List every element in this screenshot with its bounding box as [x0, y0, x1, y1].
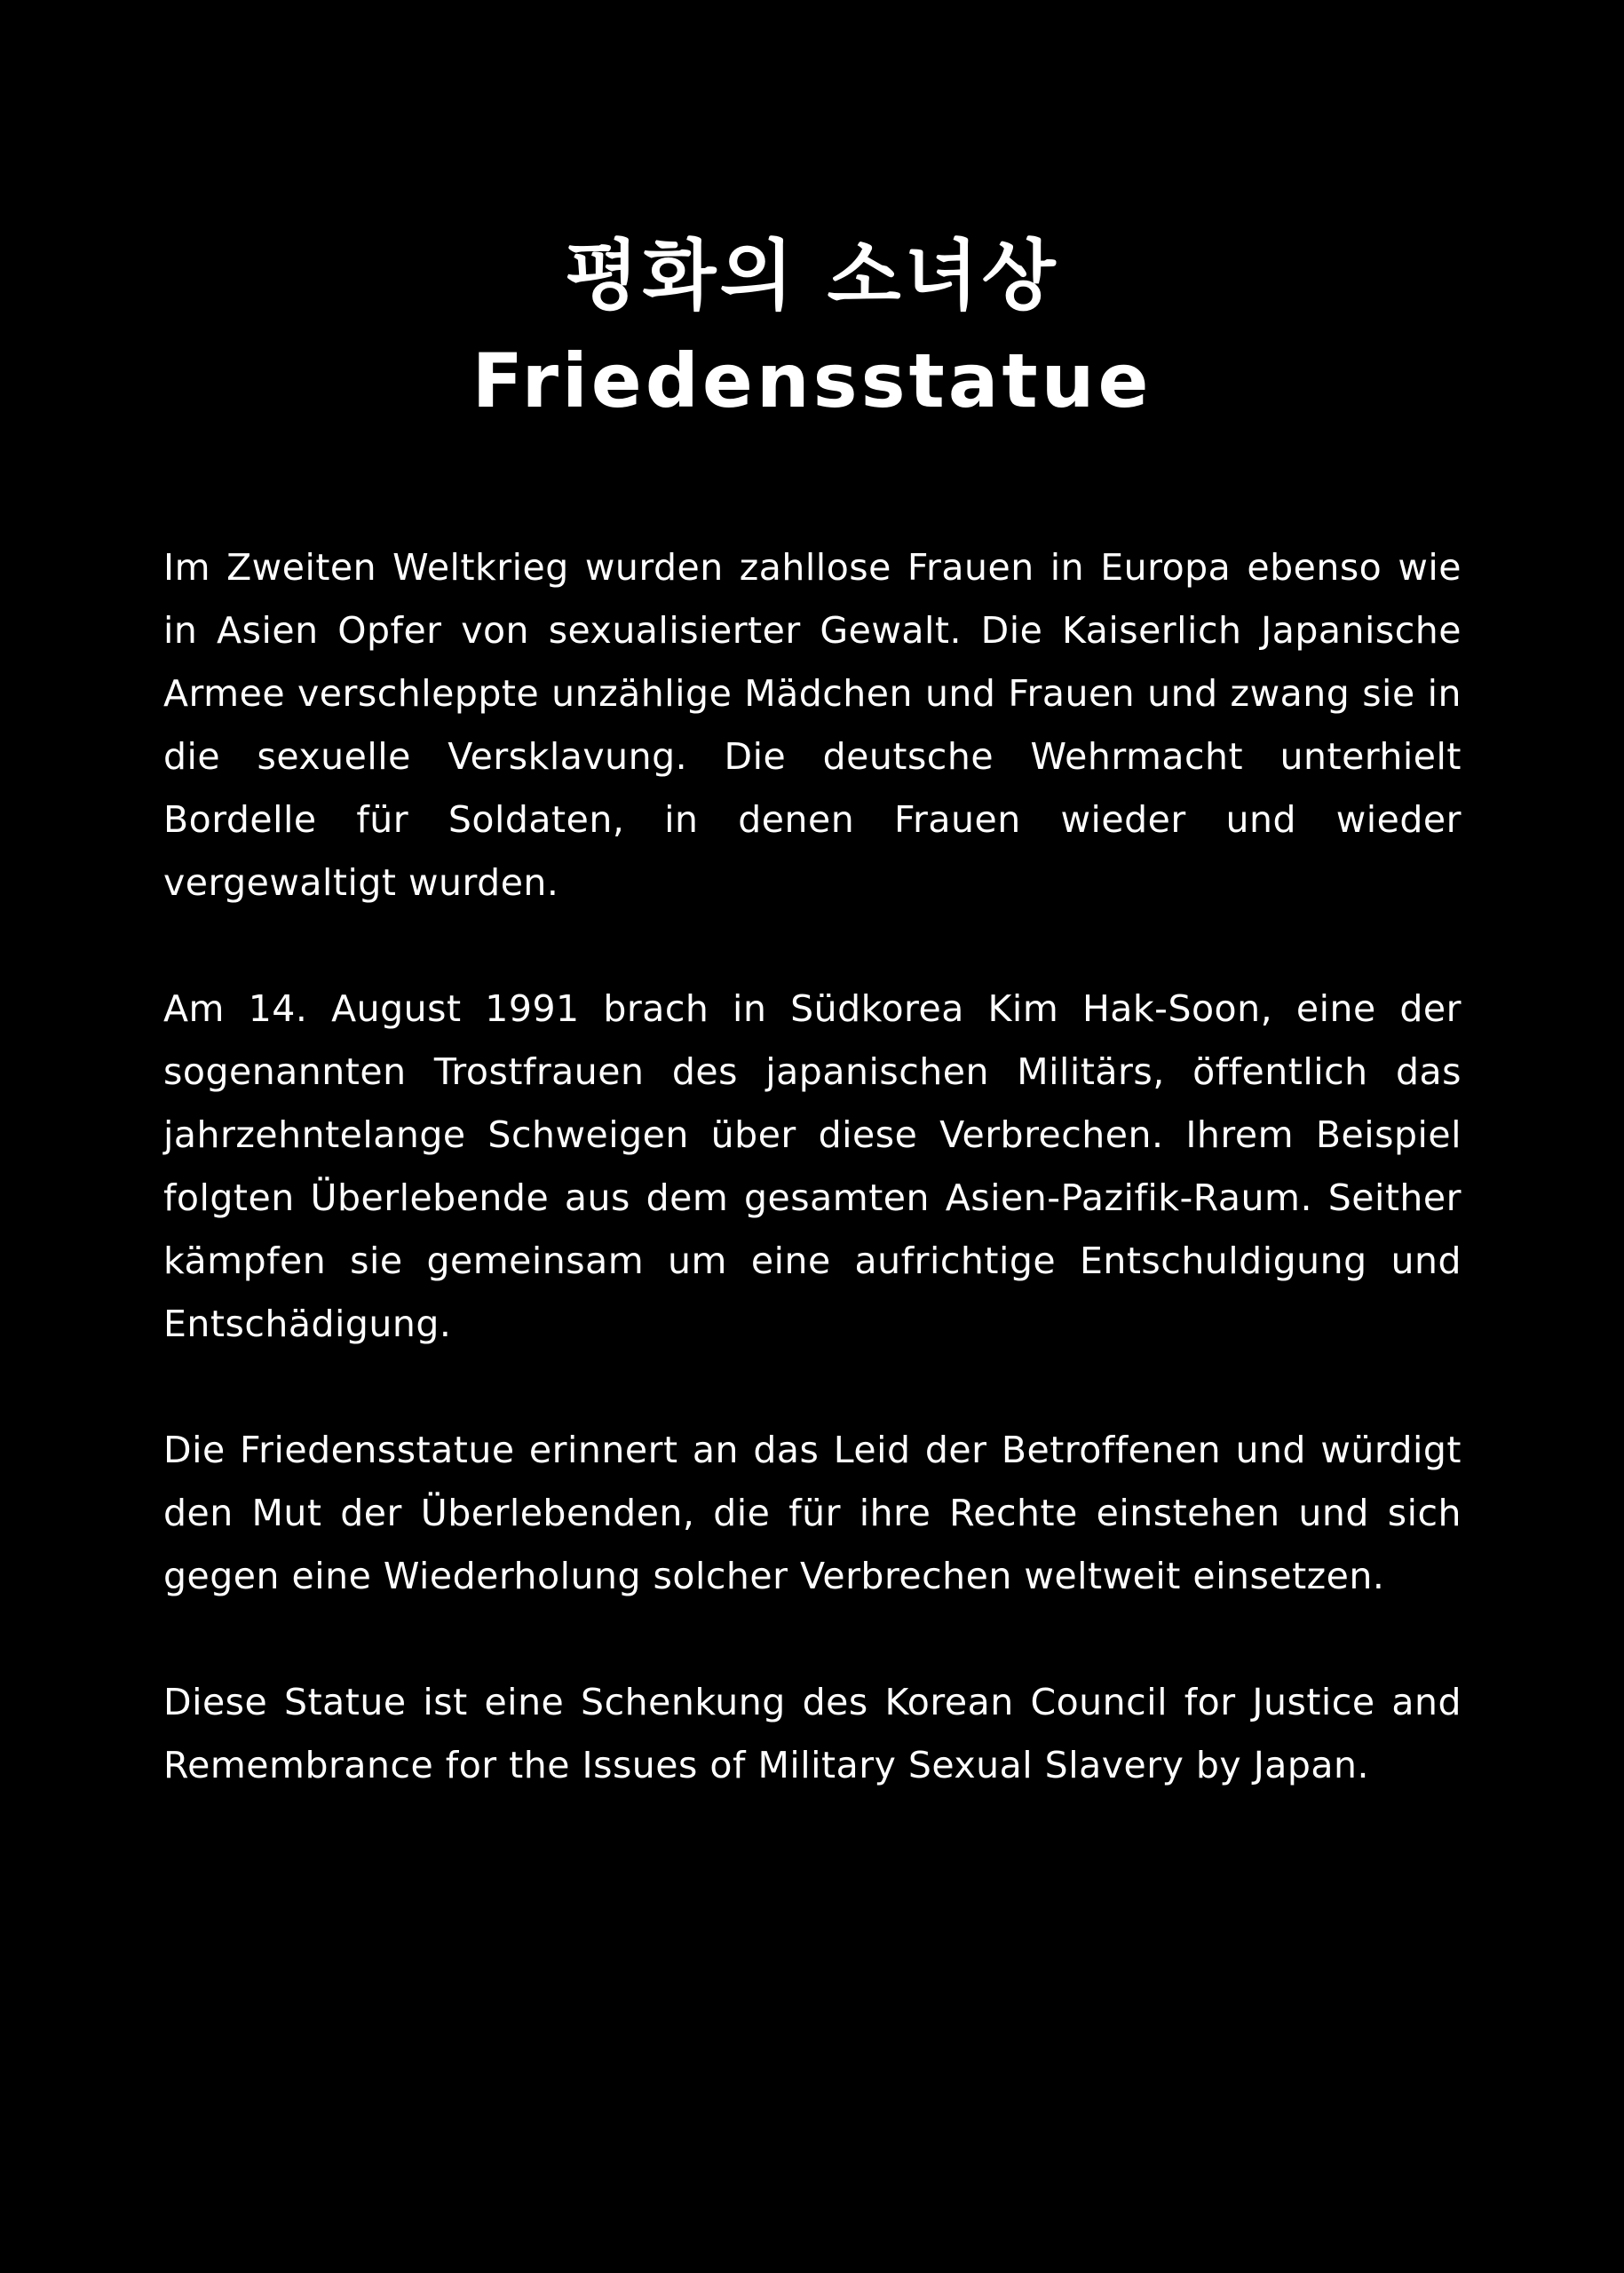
title-korean: 평화의 소녀상 [565, 232, 1059, 321]
body-text [163, 536, 1462, 1860]
title-block [0, 226, 1624, 431]
paragraph-history: Im Zweiten Weltkrieg wurden zahllose Frauen in Europa ebenso wie in Asien Opfer von sexualisierter Gewalt. Die Kaiserlich Japanische Armee verschleppte unzählige Mädchen und Frauen und zwang sie in die sexuelle Versklavung. Die deutsche Wehrmacht unterhielt Bordelle für Soldaten, in denen Frauen wieder und wieder vergewaltigt wurden. [163, 546, 1462, 904]
paragraph-donation: Diese Statue ist eine Schenkung des Korean Council for Justice and Remembrance for the Issues of Military Sexual Slavery by Japan. [163, 1681, 1462, 1786]
paragraph-statue-meaning: Die Friedensstatue erinnert an das Leid der Betroffenen und würdigt den Mut der Überlebenden, die für ihre Rechte einstehen und sich gegen eine Wiederholung solcher Verbrechen weltweit einsetzen. [163, 1429, 1462, 1597]
title-german: Friedensstatue [471, 337, 1153, 424]
paragraph-kim-hak-soon: Am 14. August 1991 brach in Südkorea Kim Hak-Soon, eine der sogenannten Trostfrauen des japanischen Militärs, öffentlich das jahrzehntelange Schweigen über diese Verbrechen. Ihrem Beispiel folgten Überlebende aus dem gesamten Asien-Pazifik-Raum. Seither kämpfen sie gemeinsam um eine aufrichtige Entschuldigung und Entschädigung. [163, 987, 1462, 1345]
